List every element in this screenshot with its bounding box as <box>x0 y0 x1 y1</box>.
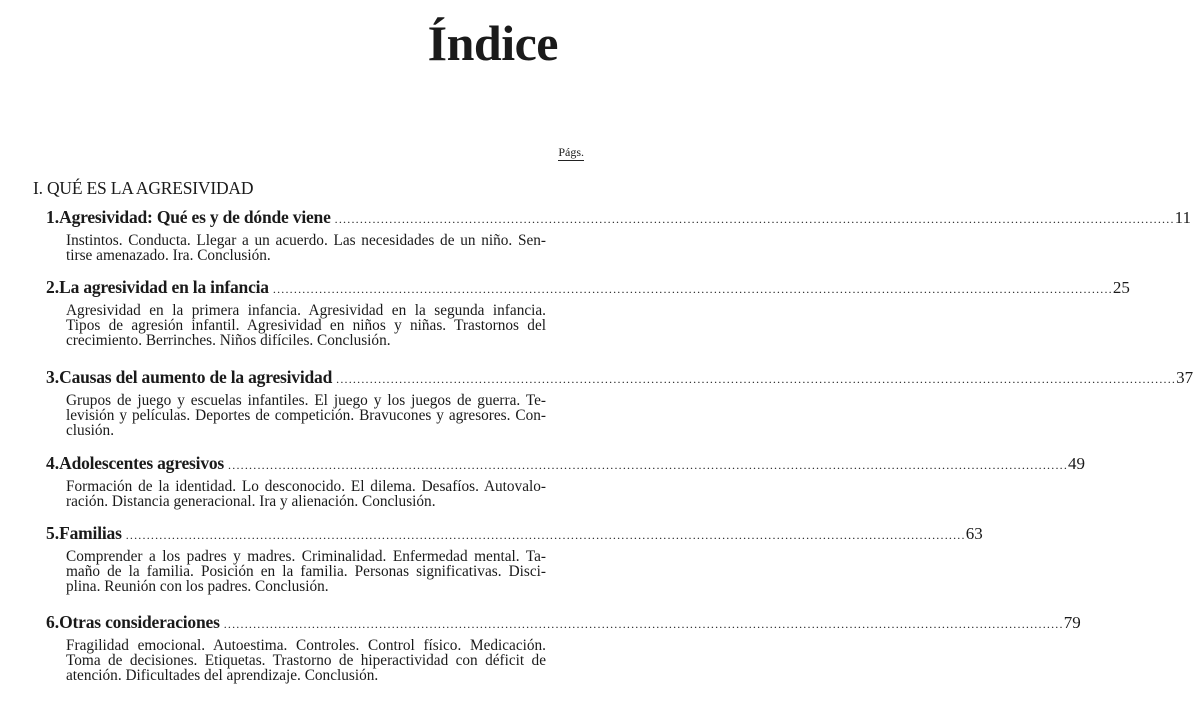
entry-number: 1. <box>46 207 60 227</box>
entry-page-number: 37 <box>1176 368 1193 387</box>
entry-heading <box>46 277 1130 297</box>
entry-title: Causas del aumento de la agresividad <box>59 367 333 387</box>
dot-leader: ........................................................................................................................................................................................................ <box>223 617 1064 631</box>
description-line: atención. Dificultades del aprendizaje. Conclusión. <box>66 667 379 684</box>
entry-heading <box>46 612 1081 632</box>
entry-page-number: 49 <box>1068 454 1086 473</box>
entry-title: La agresividad en la infancia <box>59 277 269 297</box>
description-line: levisión y películas. Deportes de competición. Bravucones y agresores. Con- <box>66 407 546 424</box>
entry-heading <box>46 367 1193 387</box>
entry-description <box>66 303 546 348</box>
dot-leader: ........................................................................................................................................................................................................ <box>228 458 1069 472</box>
description-line: Instintos. Conducta. Llegar a un acuerdo. Las necesidades de un niño. Sen- <box>66 232 546 249</box>
entry-description <box>66 233 546 263</box>
description-line: Grupos de juego y escuelas infantiles. El juego y los juegos de guerra. Te- <box>66 392 546 409</box>
pages-column-label: Págs. <box>558 145 584 159</box>
description-line: Agresividad en la primera infancia. Agresividad en la segunda infancia. <box>66 302 546 319</box>
toc-entry <box>46 612 1081 684</box>
entry-heading <box>46 523 983 543</box>
description-line: Toma de decisiones. Etiquetas. Trastorno de hiperactividad con déficit de <box>66 652 546 669</box>
entry-number: 5. <box>46 523 60 543</box>
description-line: ración. Distancia generacional. Ira y alienación. Conclusión. <box>66 493 436 510</box>
entry-title: Familias <box>59 523 122 543</box>
description-line: clusión. <box>66 422 115 439</box>
dot-leader: ........................................................................................................................................................................................................ <box>272 282 1113 296</box>
page-title: Índice <box>427 15 558 71</box>
entry-description <box>66 638 546 683</box>
entry-description <box>66 393 546 438</box>
entry-heading <box>46 453 1086 473</box>
toc-entry <box>46 207 1192 264</box>
description-line: Formación de la identidad. Lo desconocido. El dilema. Desafíos. Autovalo- <box>66 478 546 495</box>
entry-number: 3. <box>46 367 60 387</box>
description-line: Fragilidad emocional. Autoestima. Controles. Control físico. Medicación. <box>66 637 546 654</box>
description-line: crecimiento. Berrinches. Niños difíciles. Conclusión. <box>66 332 391 349</box>
description-line: Comprender a los padres y madres. Criminalidad. Enfermedad mental. Ta- <box>66 548 546 565</box>
entry-page-number: 11 <box>1174 208 1192 227</box>
toc-entry <box>46 367 1193 439</box>
entry-title: Otras consideraciones <box>59 612 220 632</box>
description-line: maño de la familia. Posición en la familia. Personas significativas. Disci- <box>66 563 546 580</box>
dot-leader: ........................................................................................................................................................................................................ <box>336 372 1177 386</box>
part-heading: I. QUÉ ES LA AGRESIVIDAD <box>33 178 254 198</box>
entry-description <box>66 549 546 594</box>
description-line: tirse amenazado. Ira. Conclusión. <box>66 247 271 264</box>
toc-entry <box>46 523 983 595</box>
entry-page-number: 25 <box>1112 278 1130 297</box>
entry-number: 6. <box>46 612 60 632</box>
entry-heading <box>46 207 1192 227</box>
entry-title: Adolescentes agresivos <box>59 453 225 473</box>
entry-page-number: 79 <box>1063 613 1081 632</box>
dot-leader: ........................................................................................................................................................................................................ <box>125 528 966 542</box>
entry-number: 4. <box>46 453 60 473</box>
entry-title: Agresividad: Qué es y de dónde viene <box>59 207 331 227</box>
entry-number: 2. <box>46 277 60 297</box>
toc-entry <box>46 277 1130 349</box>
toc-entry <box>46 453 1086 510</box>
dot-leader: ........................................................................................................................................................................................................ <box>334 212 1175 226</box>
description-line: plina. Reunión con los padres. Conclusión. <box>66 578 329 595</box>
entry-description <box>66 479 546 509</box>
description-line: Tipos de agresión infantil. Agresividad en niños y niñas. Trastornos del <box>66 317 546 334</box>
entry-page-number: 63 <box>965 524 983 543</box>
